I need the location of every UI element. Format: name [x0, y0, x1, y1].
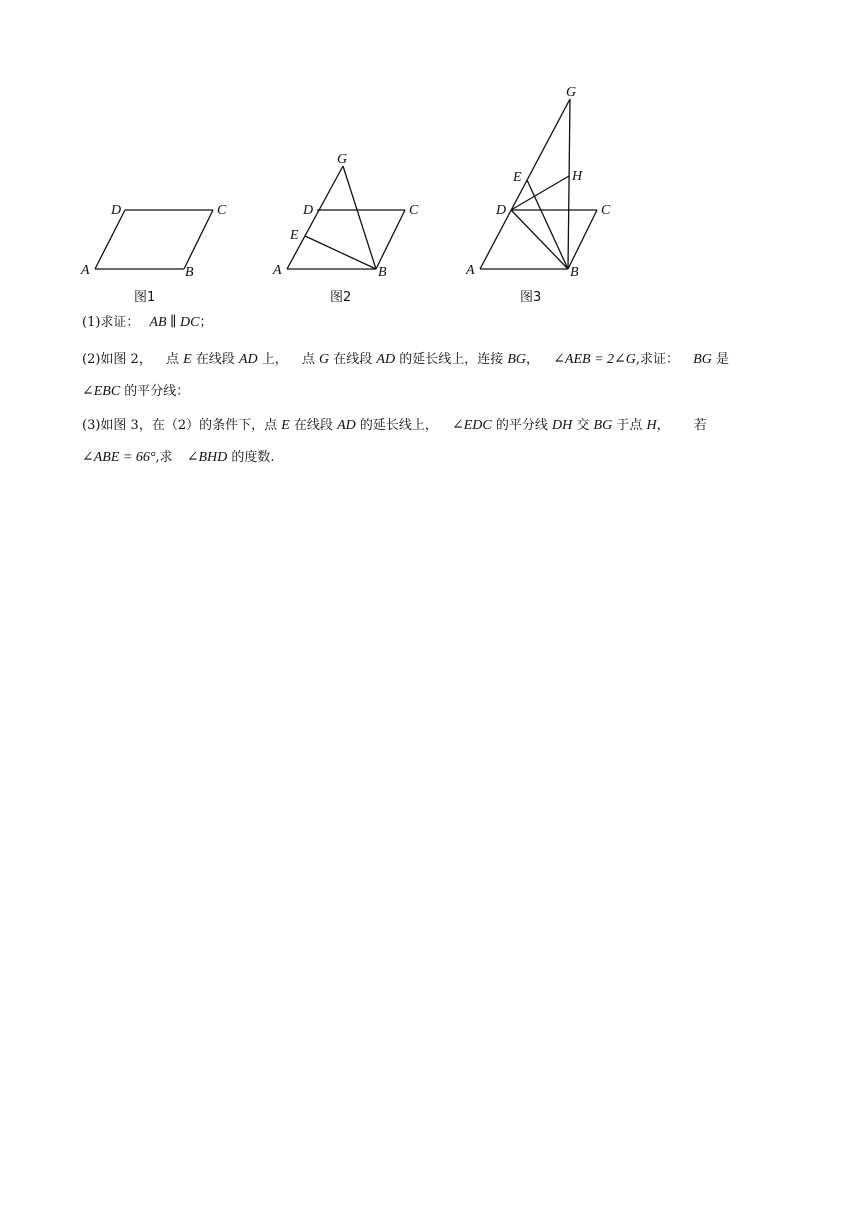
q2-text-6: 在线段	[329, 352, 377, 367]
q2-segment-bg-2: BG	[693, 352, 712, 367]
q3-text-2: 在线段	[289, 418, 338, 433]
fig3-label-a: A	[466, 263, 475, 278]
q2-text-8: ，	[526, 352, 540, 367]
question-1	[82, 313, 782, 333]
q3-segment-bg: BG	[593, 418, 613, 433]
q3-segment-dh: DH	[552, 418, 573, 433]
q2-point-e: E	[183, 352, 192, 367]
fig3-segment-bc	[568, 210, 597, 269]
fig3-segment-db	[511, 210, 568, 269]
fig3-label-h: H	[572, 169, 583, 184]
q3-text-9: ,求	[155, 450, 173, 465]
q2-angle-ebc: ∠EBC	[82, 384, 121, 399]
fig2-segment-ag	[287, 166, 343, 269]
fig1-caption: 图1	[134, 290, 156, 305]
q3-text-8: 若	[693, 418, 707, 433]
fig3-caption: 图3	[520, 290, 542, 305]
fig2-label-g: G	[337, 152, 348, 167]
q2-segment-ad-1: AD	[238, 352, 258, 367]
q2-condition: ∠AEB = 2∠G	[553, 352, 636, 367]
question-2-line-1	[82, 350, 782, 370]
figures-area	[0, 80, 860, 310]
q3-angle-bhd: ∠BHD	[186, 450, 228, 465]
q2-text-2: 点	[165, 352, 184, 367]
q3-text-5: 交	[572, 418, 594, 433]
q3-segment-ad: AD	[337, 418, 356, 433]
q3-point-e: E	[281, 418, 290, 433]
fig2-segment-eb	[305, 236, 376, 269]
fig2-label-a: A	[273, 263, 282, 278]
fig3-segment-eb	[527, 180, 568, 269]
q3-angle-edc: ∠EDC	[452, 418, 492, 433]
q1-prefix: (1)求证：	[82, 315, 140, 330]
q2-text-7: 的延长线上，连接	[395, 352, 508, 367]
fig2-label-e: E	[290, 228, 299, 243]
fig2-label-c: C	[409, 203, 419, 218]
q3-text-4: 的平分线	[491, 418, 553, 433]
fig1-label-d: D	[111, 203, 122, 218]
question-1-line	[82, 313, 782, 333]
q3-text-1: (3)如图 3，在（2）的条件下，点	[82, 418, 282, 433]
q2-point-g: G	[319, 352, 330, 367]
figure-3	[465, 85, 611, 305]
q2-text-10: 是	[711, 352, 729, 367]
fig2-segment-gb	[343, 166, 376, 269]
q2-segment-ad-2: AD	[376, 352, 396, 367]
fig2-label-d: D	[303, 203, 314, 218]
fig3-label-b: B	[570, 265, 579, 280]
q3-text-6: 于点	[612, 418, 647, 433]
question-3-line-2	[82, 448, 782, 468]
fig1-label-a: A	[81, 263, 90, 278]
q3-condition: ∠ABE = 66°	[82, 450, 156, 465]
question-3-line-1	[82, 416, 782, 436]
fig1-segment-bc	[184, 210, 213, 269]
q3-text-7: ，	[656, 418, 670, 433]
fig1-label-c: C	[217, 203, 227, 218]
fig1-label-b: B	[185, 265, 194, 280]
fig2-segment-bc	[376, 210, 405, 269]
fig3-label-e: E	[513, 170, 522, 185]
question-2	[82, 350, 782, 402]
figures-svg	[0, 80, 860, 310]
fig3-label-d: D	[496, 203, 507, 218]
q3-text-3: 的延长线上，	[355, 418, 438, 433]
fig1-segment-da	[95, 210, 125, 269]
q1-statement: AB ∥ DC	[149, 315, 200, 330]
q1-end: ；	[199, 315, 213, 330]
q3-text-10: 的度数.	[227, 450, 275, 465]
fig3-segment-gb	[568, 99, 570, 269]
fig2-caption: 图2	[330, 290, 352, 305]
figure-1	[80, 203, 227, 305]
q2-text-5: 点	[301, 352, 320, 367]
q2-text-11: 的平分线：	[120, 384, 190, 399]
figure-2	[272, 152, 419, 305]
q2-segment-bg-1: BG	[507, 352, 527, 367]
q2-text-9: ,求证：	[635, 352, 680, 367]
q2-text-1: (2)如图 2，	[82, 352, 152, 367]
question-3	[82, 416, 782, 468]
q2-text-4: 上，	[257, 352, 288, 367]
q3-point-h: H	[646, 418, 657, 433]
fig2-label-b: B	[378, 265, 387, 280]
question-2-line-2	[82, 382, 782, 402]
fig3-label-g: G	[566, 85, 577, 100]
q2-text-3: 在线段	[191, 352, 239, 367]
fig3-label-c: C	[601, 203, 611, 218]
